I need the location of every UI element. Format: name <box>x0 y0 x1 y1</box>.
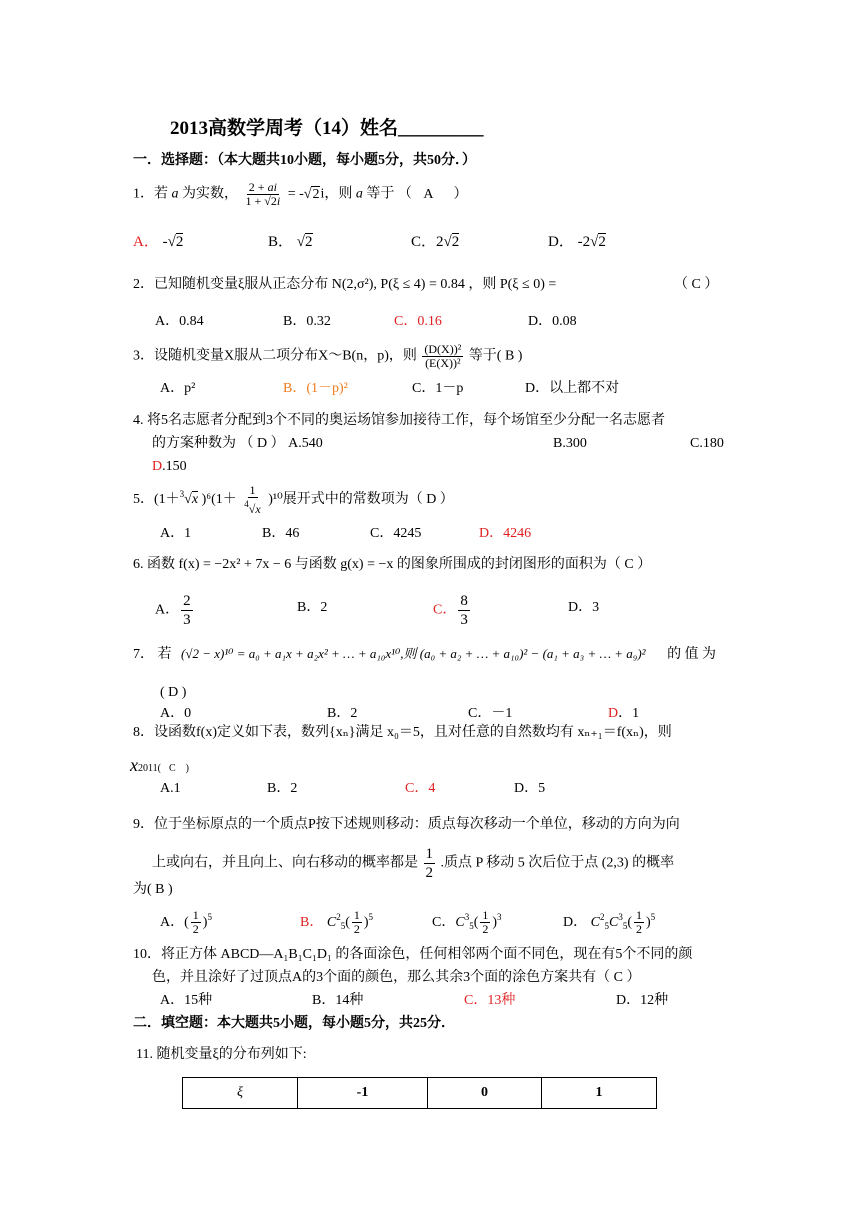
question-7-option-b: B．2 <box>327 706 358 721</box>
question-3-option-a: A．p² <box>160 381 196 396</box>
table-row <box>183 1078 657 1109</box>
question-9-line-1: 9．位于坐标原点的一个质点P按下述规则移动：质点每次移动一个单位，移动的方向为向 <box>133 817 680 832</box>
question-8-line-2: x2011( C ) <box>130 755 189 775</box>
question-10-option-d: D．12种 <box>616 993 669 1008</box>
question-3-option-b: B．(1－p)² <box>283 381 348 396</box>
question-9-option-a: A．( $\frac{1}{2}$ )$^5$ <box>160 908 212 937</box>
distribution-table <box>182 1077 657 1109</box>
question-7-stem: 7． 若 (√2 − x)¹⁰ = a₀ + a₁x + a₂x² + … + a₁₀x¹⁰,则 (a₀ + a₂ + … + a₁₀)² − (a₁ + a₃ + … + a₉)² 的 值 为 <box>133 646 717 662</box>
question-10-line-1: 10．将正方体 ABCD—A₁B₁C₁D₁ 的各面涂色，任何相邻两个面不同色，现在有5个不同的颜 <box>133 947 693 962</box>
question-9-option-b: B． $C^2_5$( $\frac{1}{2}$ )$^5$ <box>300 908 374 937</box>
question-10-option-b: B．14种 <box>312 993 364 1008</box>
question-2-option-d: D．0.08 <box>528 314 577 329</box>
question-1-option-c: C．2√2 <box>411 234 460 250</box>
question-1-option-d: D． -2√2 <box>548 234 606 250</box>
question-2-option-a: A．0.84 <box>155 314 204 329</box>
question-8-line-1: 8．设函数f(x)定义如下表，数列{xₙ}满足 x₀＝5，且对任意的自然数均有 xₙ₊₁＝f(xₙ)，则 <box>133 725 672 740</box>
question-8-option-c: C．4 <box>405 781 436 796</box>
section-heading-fill: 二．填空题：本大题共5小题，每小题5分，共25分． <box>133 1016 455 1031</box>
question-9-line-2: 上或向右，并且向上、向右移动的概率都是 $\frac{1}{2}$ .质点 P 移动 5 次后位于点 (2,3) 的概率 <box>152 846 675 881</box>
q5-fraction: $\frac{1}{^4√x}$ <box>244 483 261 516</box>
question-6-option-b: B．2 <box>297 600 328 615</box>
question-6-stem: 6. 函数 f(x) = −2x² + 7x − 6 与函数 g(x) = −x 的图象所围成的封闭图形的面积为（ C ） <box>133 557 652 572</box>
question-2-option-b: B．0.32 <box>283 314 331 329</box>
question-10-option-c: C．13种 <box>464 993 516 1008</box>
table-cell: 0 <box>428 1078 542 1109</box>
page-title: 2013高数学周考（14）姓名_________ <box>170 118 484 139</box>
table-cell: -1 <box>298 1078 428 1109</box>
question-5-option-b: B．46 <box>262 526 300 541</box>
question-3-option-d: D．以上都不对 <box>525 381 620 396</box>
question-5-option-c: C．4245 <box>370 526 422 541</box>
question-11-stem: 11. 随机变量ξ的分布列如下: <box>136 1047 307 1062</box>
question-7-answer: ( D ) <box>160 685 187 700</box>
question-4-option-c: C.180 <box>690 436 724 451</box>
question-8-option-a: A.1 <box>160 781 181 796</box>
question-8-option-d: D．5 <box>514 781 546 796</box>
question-5-stem: 5．(1＋$^3$√x )⁶(1＋ $\frac{1}{^4√x}$ )¹⁰展开式中的常数项为（ D ） <box>133 483 454 516</box>
question-7-option-a: A．0 <box>160 706 192 721</box>
question-3-stem: 3．设随机变量X服从二项分布X～B(n，p)，则 $\frac{\text{(D(X))²}}{\text{(E(X))²}}$ 等于( B ) <box>133 342 523 370</box>
question-4-option-b: B.300 <box>553 436 587 451</box>
table-cell: ξ <box>183 1078 298 1109</box>
question-2-answer: （ C ） <box>674 277 719 292</box>
question-4-line-1: 4. 将5名志愿者分配到3个不同的奥运场馆参加接待工作，每个场馆至少分配一名志愿者 <box>133 413 665 428</box>
question-9-option-c: C．$C^3_5$( $\frac{1}{2}$ )$^3$ <box>432 908 502 937</box>
q9-half-fraction: $\frac{1}{2}$ <box>425 846 433 881</box>
table-cell: 1 <box>542 1078 657 1109</box>
question-7-option-d: D．1 <box>608 706 640 721</box>
question-2-option-c: C．0.16 <box>394 314 442 329</box>
question-4-line-2: 的方案种数为 （ D ） A.540 <box>152 436 323 451</box>
question-6-option-a: A． $\frac{2}{3}$ <box>155 593 191 628</box>
question-10-line-2: 色，并且涂好了过顶点A的3个面的颜色，那么其余3个面的涂色方案共有（ C ） <box>152 970 641 985</box>
question-4-option-d: D.150 <box>152 459 187 474</box>
question-1-option-b: B． √2 <box>268 234 313 250</box>
question-6-option-d: D．3 <box>568 600 600 615</box>
section-heading-choice: 一．选择题：（本大题共10小题，每小题5分，共50分．） <box>133 153 476 168</box>
question-7-option-c: C．－1 <box>468 706 513 721</box>
question-6-option-c: C． $\frac{8}{3}$ <box>433 593 468 628</box>
q3-fraction: $\frac{\text{(D(X))²}}{\text{(E(X))²}}$ <box>424 342 462 370</box>
question-1-stem: 1．若 a 为实数， $\frac{2 + ai}{1 + √2i}$ = -√2i，则 a 等于 （ A ） <box>133 180 468 208</box>
question-5-option-a: A．1 <box>160 526 192 541</box>
question-5-option-d: D．4246 <box>479 526 532 541</box>
question-3-option-c: C．1－p <box>412 381 464 396</box>
question-9-option-d: D． $C^2_5C^3_5$( $\frac{1}{2}$ )$^5$ <box>563 908 656 937</box>
question-10-option-a: A．15种 <box>160 993 213 1008</box>
q1-fraction: $\frac{2 + ai}{1 + √2i}$ <box>245 180 281 208</box>
question-2-stem: 2．已知随机变量ξ服从正态分布 N(2,σ²), P(ξ ≤ 4) = 0.84 ，则 P(ξ ≤ 0) = <box>133 277 557 292</box>
question-8-option-b: B．2 <box>267 781 298 796</box>
question-9-answer: 为( B ) <box>133 882 173 897</box>
question-1-option-a: A． -√2 <box>133 234 184 250</box>
